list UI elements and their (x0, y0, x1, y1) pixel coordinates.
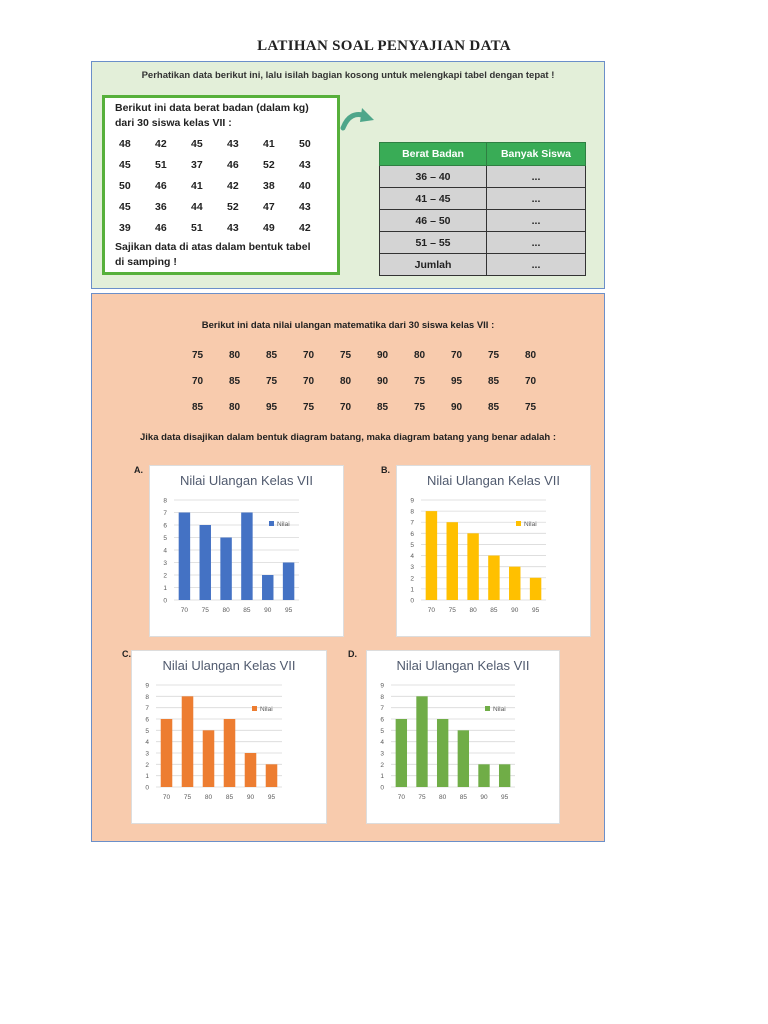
bar (245, 753, 257, 787)
x-tick-label: 75 (183, 794, 192, 801)
score-row (192, 376, 562, 402)
y-tick-label: 4 (145, 739, 149, 747)
bar (182, 696, 194, 787)
score-value: 95 (451, 376, 463, 387)
chart-title: Nilai Ulangan Kelas VII (162, 658, 296, 673)
score-value: 90 (377, 376, 389, 387)
y-tick-label: 7 (163, 510, 167, 517)
score-exercise-panel (91, 293, 605, 842)
table-row (380, 166, 586, 188)
weight-value: 43 (227, 138, 239, 150)
frequency-table (379, 142, 586, 276)
bar (447, 522, 458, 600)
x-tick-label: 85 (225, 794, 234, 801)
bar (509, 567, 520, 600)
bar (467, 533, 478, 600)
y-tick-label: 0 (380, 784, 384, 792)
score-value: 85 (266, 350, 278, 361)
y-tick-label: 1 (380, 773, 384, 781)
y-tick-label: 6 (410, 530, 414, 538)
weight-outro (115, 240, 310, 270)
weight-value: 51 (155, 159, 167, 171)
score-value: 85 (488, 376, 500, 387)
legend-swatch (516, 521, 521, 526)
weight-intro (115, 101, 309, 131)
score-value: 80 (229, 402, 241, 413)
table-row (380, 188, 586, 210)
x-tick-label: 80 (469, 607, 477, 614)
bar (458, 730, 469, 787)
weight-exercise-panel (91, 61, 605, 289)
bar (161, 719, 173, 787)
y-tick-label: 8 (410, 508, 414, 516)
chart-title: Nilai Ulangan Kelas VII (396, 658, 530, 673)
y-tick-label: 1 (163, 585, 167, 592)
curved-arrow-icon (340, 106, 376, 132)
score-value: 70 (451, 350, 463, 361)
weight-value: 42 (155, 138, 167, 150)
weight-value: 42 (227, 180, 239, 192)
weight-value: 41 (191, 180, 203, 192)
x-tick-label: 90 (246, 794, 255, 801)
bar-chart-svg (397, 466, 590, 636)
y-tick-label: 7 (145, 705, 149, 713)
y-tick-label: 9 (145, 682, 149, 690)
y-tick-label: 9 (380, 682, 384, 690)
weight-value: 48 (119, 138, 131, 150)
row-count-blank: ... (487, 188, 586, 210)
frequency-table-header (380, 143, 586, 166)
bar (241, 513, 252, 601)
y-tick-label: 3 (163, 560, 167, 567)
bar (437, 719, 448, 787)
y-tick-label: 0 (410, 597, 414, 605)
x-tick-label: 95 (531, 607, 540, 614)
header-berat-badan: Berat Badan (380, 143, 487, 166)
score-value: 70 (525, 376, 537, 387)
y-tick-label: 6 (163, 522, 167, 530)
bar (426, 511, 437, 600)
weight-value: 47 (263, 201, 275, 213)
x-tick-label: 80 (204, 794, 213, 801)
y-tick-label: 8 (145, 693, 149, 701)
row-count-blank: ... (487, 166, 586, 188)
table-row (380, 210, 586, 232)
score-value: 75 (266, 376, 278, 387)
option-c-label: C. (122, 649, 131, 659)
y-tick-label: 2 (145, 761, 149, 769)
y-tick-label: 2 (410, 575, 414, 583)
weight-value: 45 (119, 201, 131, 213)
x-tick-label: 95 (284, 607, 293, 614)
bar (224, 719, 236, 787)
score-value: 80 (525, 350, 537, 361)
weight-value: 46 (227, 159, 239, 171)
score-value: 90 (377, 350, 389, 361)
y-tick-label: 7 (380, 705, 384, 713)
y-tick-label: 5 (145, 727, 149, 735)
x-tick-label: 90 (264, 607, 272, 614)
score-value: 75 (488, 350, 500, 361)
row-interval: 46 – 50 (380, 210, 487, 232)
weight-outro-line2: di samping ! (115, 256, 177, 268)
score-intro: Berikut ini data nilai ulangan matematika dari 30 siswa kelas VII : (201, 320, 495, 331)
bar (203, 730, 215, 787)
option-b-label: B. (381, 465, 390, 475)
score-value: 70 (340, 402, 352, 413)
row-interval: 36 – 40 (380, 166, 487, 188)
chart-option-b (396, 465, 591, 637)
x-tick-label: 75 (201, 607, 209, 614)
score-value: 75 (414, 376, 426, 387)
table-row (380, 232, 586, 254)
y-tick-label: 2 (163, 572, 167, 580)
y-tick-label: 9 (410, 497, 414, 505)
y-tick-label: 4 (410, 553, 414, 561)
bar (266, 764, 278, 787)
bar (530, 578, 541, 600)
bar (283, 563, 294, 601)
bar-chart-svg (132, 651, 326, 823)
weight-value: 50 (119, 180, 131, 192)
weight-value: 46 (155, 222, 167, 234)
bar (396, 719, 407, 787)
option-d-label: D. (348, 649, 357, 659)
y-tick-label: 2 (380, 761, 384, 769)
weight-value: 43 (299, 159, 311, 171)
weight-value: 36 (155, 201, 167, 213)
legend-swatch (485, 706, 490, 711)
chart-option-c (131, 650, 327, 824)
y-tick-label: 6 (145, 716, 149, 724)
x-tick-label: 70 (427, 607, 436, 614)
y-tick-label: 6 (380, 716, 384, 724)
x-tick-label: 85 (459, 794, 467, 801)
weight-value: 41 (263, 138, 275, 150)
score-value: 95 (266, 402, 278, 413)
score-value: 70 (303, 376, 315, 387)
y-tick-label: 3 (145, 750, 149, 758)
y-tick-label: 1 (410, 586, 414, 594)
y-tick-label: 1 (145, 773, 149, 781)
score-value: 75 (192, 350, 204, 361)
score-value: 85 (377, 402, 389, 413)
weight-value: 45 (119, 159, 131, 171)
row-count-blank: ... (487, 210, 586, 232)
x-tick-label: 70 (162, 794, 171, 801)
y-tick-label: 0 (145, 784, 149, 792)
x-tick-label: 75 (448, 607, 456, 614)
weight-value: 37 (191, 159, 203, 171)
score-value: 80 (229, 350, 241, 361)
x-tick-label: 70 (397, 794, 405, 801)
weight-value: 39 (119, 222, 131, 234)
weight-value: 42 (299, 222, 311, 234)
legend-swatch (269, 521, 274, 526)
weight-row (119, 201, 335, 222)
table-row-total (380, 254, 586, 276)
bar (478, 764, 489, 787)
y-tick-label: 5 (380, 727, 384, 735)
weight-value: 43 (299, 201, 311, 213)
legend-label: Nilai (260, 706, 273, 713)
row-interval: 41 – 45 (380, 188, 487, 210)
weight-value: 46 (155, 180, 167, 192)
weight-value: 45 (191, 138, 203, 150)
x-tick-label: 95 (501, 794, 509, 801)
y-tick-label: 3 (410, 564, 414, 572)
y-tick-label: 8 (163, 497, 167, 505)
y-tick-label: 4 (163, 547, 167, 555)
x-tick-label: 90 (511, 607, 519, 614)
score-value: 75 (340, 350, 352, 361)
y-tick-label: 4 (380, 739, 384, 747)
score-data-grid (192, 350, 562, 428)
weight-value: 38 (263, 180, 275, 192)
instruction-text: Perhatikan data berikut ini, lalu isilah bagian kosong untuk melengkapi tabel dengan tepat ! (141, 70, 555, 81)
score-value: 70 (192, 376, 204, 387)
bar-chart-svg (150, 466, 343, 636)
chart-title: Nilai Ulangan Kelas VII (427, 473, 560, 488)
legend-label: Nilai (493, 706, 506, 713)
bar (200, 525, 211, 600)
chart-question: Jika data disajikan dalam bentuk diagram batang, maka diagram batang yang benar adalah : (139, 432, 557, 443)
y-tick-label: 7 (410, 519, 414, 527)
weight-outro-line1: Sajikan data di atas dalam bentuk tabel (115, 241, 311, 253)
row-total-label: Jumlah (380, 254, 487, 276)
bar (220, 538, 231, 601)
weight-data-box (102, 95, 340, 275)
weight-row (119, 138, 335, 159)
score-row (192, 402, 562, 428)
page-title: LATIHAN SOAL PENYAJIAN DATA (257, 38, 511, 54)
weight-value: 44 (191, 201, 203, 213)
header-banyak-siswa: Banyak Siswa (487, 143, 586, 166)
score-row (192, 350, 562, 376)
weight-intro-line1: Berikut ini data berat badan (dalam kg) (115, 102, 309, 114)
weight-value: 49 (263, 222, 275, 234)
score-value: 85 (192, 402, 204, 413)
chart-option-d (366, 650, 560, 824)
bar (262, 575, 273, 600)
bar-chart-svg (367, 651, 559, 823)
score-value: 75 (414, 402, 426, 413)
weight-value: 50 (299, 138, 311, 150)
x-tick-label: 80 (439, 794, 447, 801)
score-value: 80 (414, 350, 426, 361)
score-value: 75 (525, 402, 537, 413)
row-count-blank: ... (487, 232, 586, 254)
bar (499, 764, 510, 787)
legend-label: Nilai (524, 521, 537, 528)
bar (179, 513, 190, 601)
weight-row (119, 159, 335, 180)
y-tick-label: 5 (163, 535, 167, 542)
row-total-blank: ... (487, 254, 586, 276)
weight-value: 51 (191, 222, 203, 234)
x-tick-label: 90 (480, 794, 488, 801)
score-value: 80 (340, 376, 352, 387)
score-value: 85 (229, 376, 241, 387)
legend-label: Nilai (277, 521, 290, 528)
score-value: 75 (303, 402, 315, 413)
y-tick-label: 8 (380, 693, 384, 701)
chart-option-a (149, 465, 344, 637)
chart-title: Nilai Ulangan Kelas VII (180, 473, 313, 488)
weight-value: 40 (299, 180, 311, 192)
x-tick-label: 80 (222, 607, 230, 614)
bar (416, 696, 427, 787)
row-interval: 51 – 55 (380, 232, 487, 254)
option-a-label: A. (134, 465, 143, 475)
x-tick-label: 70 (180, 607, 189, 614)
x-tick-label: 95 (267, 794, 276, 801)
score-value: 90 (451, 402, 463, 413)
y-tick-label: 3 (380, 750, 384, 758)
bar (488, 556, 499, 600)
weight-row (119, 180, 335, 201)
weight-value: 52 (263, 159, 275, 171)
score-value: 85 (488, 402, 500, 413)
x-tick-label: 85 (243, 607, 251, 614)
x-tick-label: 75 (418, 794, 426, 801)
legend-swatch (252, 706, 257, 711)
y-tick-label: 0 (163, 597, 167, 605)
x-tick-label: 85 (490, 607, 498, 614)
weight-value: 43 (227, 222, 239, 234)
weight-value: 52 (227, 201, 239, 213)
weight-intro-line2: dari 30 siswa kelas VII : (115, 117, 232, 129)
y-tick-label: 5 (410, 541, 414, 549)
weight-data-grid (119, 138, 335, 243)
score-value: 70 (303, 350, 315, 361)
